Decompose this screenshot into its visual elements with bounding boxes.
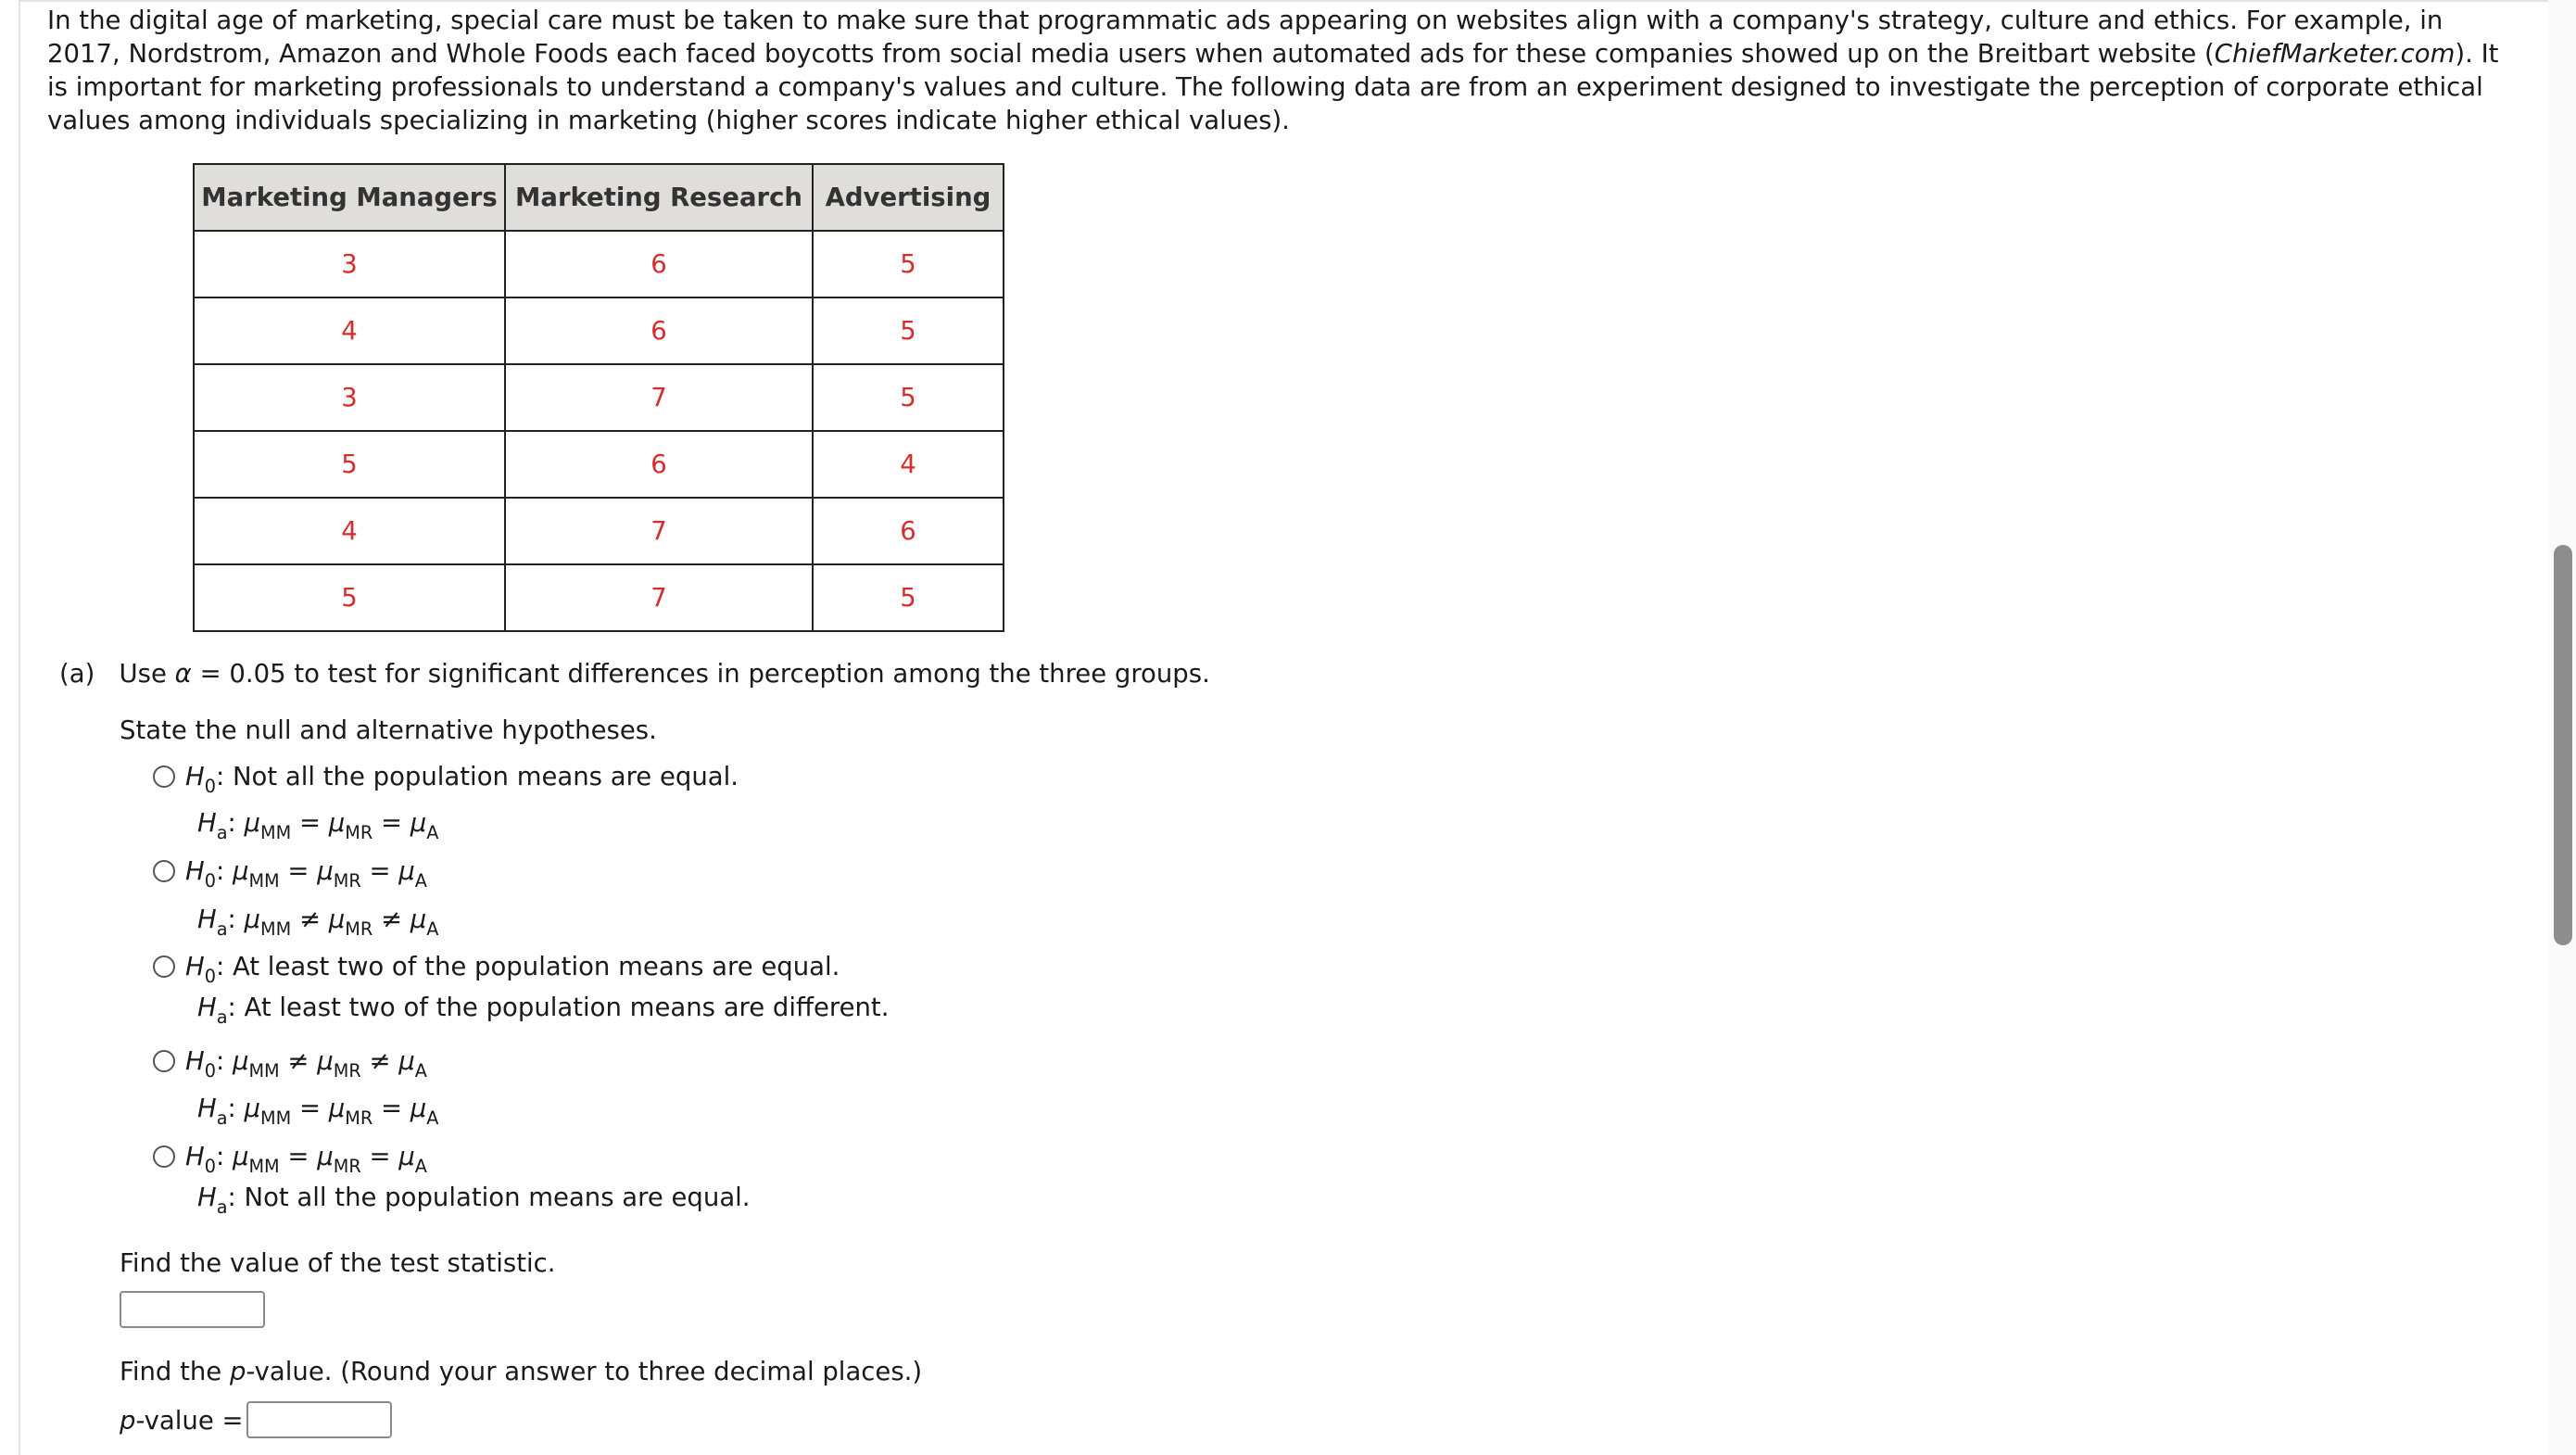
cell: 5	[813, 564, 1004, 631]
table-row	[194, 431, 1004, 498]
cell: 3	[194, 364, 505, 431]
option-4-h0: $H_0$: $\mu_{MM} \ne \mu_{MR} \ne \mu_A$	[185, 1046, 427, 1082]
data-table	[193, 163, 1004, 632]
find-pvalue-label: Find the p-value. (Round your answer to three decimal places.)	[120, 1357, 923, 1386]
table-row	[194, 297, 1004, 364]
pvalue-label: p-value =	[120, 1406, 244, 1436]
option-1-radio[interactable]	[153, 765, 175, 788]
option-1-ha: $H_a$: $\mu_{MM} = \mu_{MR} = \mu_A$	[197, 808, 439, 843]
left-rule	[19, 0, 20, 1455]
part-a-prompt	[59, 657, 1210, 690]
top-rule	[19, 0, 2548, 2]
cell: 4	[194, 498, 505, 564]
table-row	[194, 564, 1004, 631]
option-3-h0: $H_0$: At least two of the population means are equal.	[185, 952, 840, 987]
cell: 6	[505, 231, 813, 297]
state-hypotheses-label: State the null and alternative hypotheses.	[120, 715, 657, 745]
header-marketing-managers: Marketing Managers	[194, 164, 505, 231]
scrollbar-thumb[interactable]	[2554, 545, 2572, 945]
cell: 3	[194, 231, 505, 297]
cell: 5	[194, 564, 505, 631]
table-row	[194, 364, 1004, 431]
option-4-ha: $H_a$: $\mu_{MM} = \mu_{MR} = \mu_A$	[197, 1094, 439, 1129]
cell: 7	[505, 498, 813, 564]
alpha-symbol: α	[174, 659, 192, 689]
header-advertising: Advertising	[813, 164, 1004, 231]
option-3-radio[interactable]	[153, 955, 175, 978]
option-5-h0: $H_0$: $\mu_{MM} = \mu_{MR} = \mu_A$	[185, 1142, 427, 1177]
use-text: Use	[119, 659, 167, 689]
table-row	[194, 231, 1004, 297]
intro-text-2: ). It is important for marketing professionals to understand a company's values and culture. The following data are from an experiment designed to investigate the perception of corporate ethical values among individuals specializing in marketing (higher scores indicate higher ethical values).	[47, 39, 2499, 135]
option-5-radio[interactable]	[153, 1145, 175, 1168]
part-a-text: = 0.05 to test for significant differences in perception among the three groups.	[199, 659, 1210, 689]
option-1-h0: $H_0$: Not all the population means are equal.	[185, 762, 739, 797]
test-statistic-input[interactable]	[120, 1291, 265, 1328]
option-2-radio[interactable]	[153, 860, 175, 882]
cell: 5	[194, 431, 505, 498]
cell: 7	[505, 564, 813, 631]
cell: 7	[505, 364, 813, 431]
part-label: (a)	[59, 659, 95, 689]
cell: 6	[505, 431, 813, 498]
header-marketing-research: Marketing Research	[505, 164, 813, 231]
intro-source: ChiefMarketer.com	[2214, 39, 2456, 69]
cell: 4	[194, 297, 505, 364]
option-4-radio[interactable]	[153, 1050, 175, 1072]
cell: 6	[505, 297, 813, 364]
cell: 6	[813, 498, 1004, 564]
table-row	[194, 498, 1004, 564]
cell: 4	[813, 431, 1004, 498]
cell: 5	[813, 364, 1004, 431]
problem-intro	[47, 4, 2503, 137]
option-3-ha: $H_a$: At least two of the population means are different.	[197, 993, 890, 1028]
pvalue-input[interactable]	[246, 1401, 392, 1438]
option-2-ha: $H_a$: $\mu_{MM} \ne \mu_{MR} \ne \mu_A$	[197, 905, 439, 940]
option-2-h0: $H_0$: $\mu_{MM} = \mu_{MR} = \mu_A$	[185, 856, 427, 892]
cell: 5	[813, 297, 1004, 364]
option-5-ha: $H_a$: Not all the population means are equal.	[197, 1183, 751, 1218]
intro-text-1: In the digital age of marketing, special care must be taken to make sure that programmatic ads appearing on websites align with a company's strategy, culture and ethics. For example, in 2017, Nordstrom, Amazon and Whole Foods each faced boycotts from social media users when automated ads for these companies showed up on the Breitbart website (	[47, 6, 2443, 69]
cell: 5	[813, 231, 1004, 297]
find-statistic-label: Find the value of the test statistic.	[120, 1248, 556, 1278]
